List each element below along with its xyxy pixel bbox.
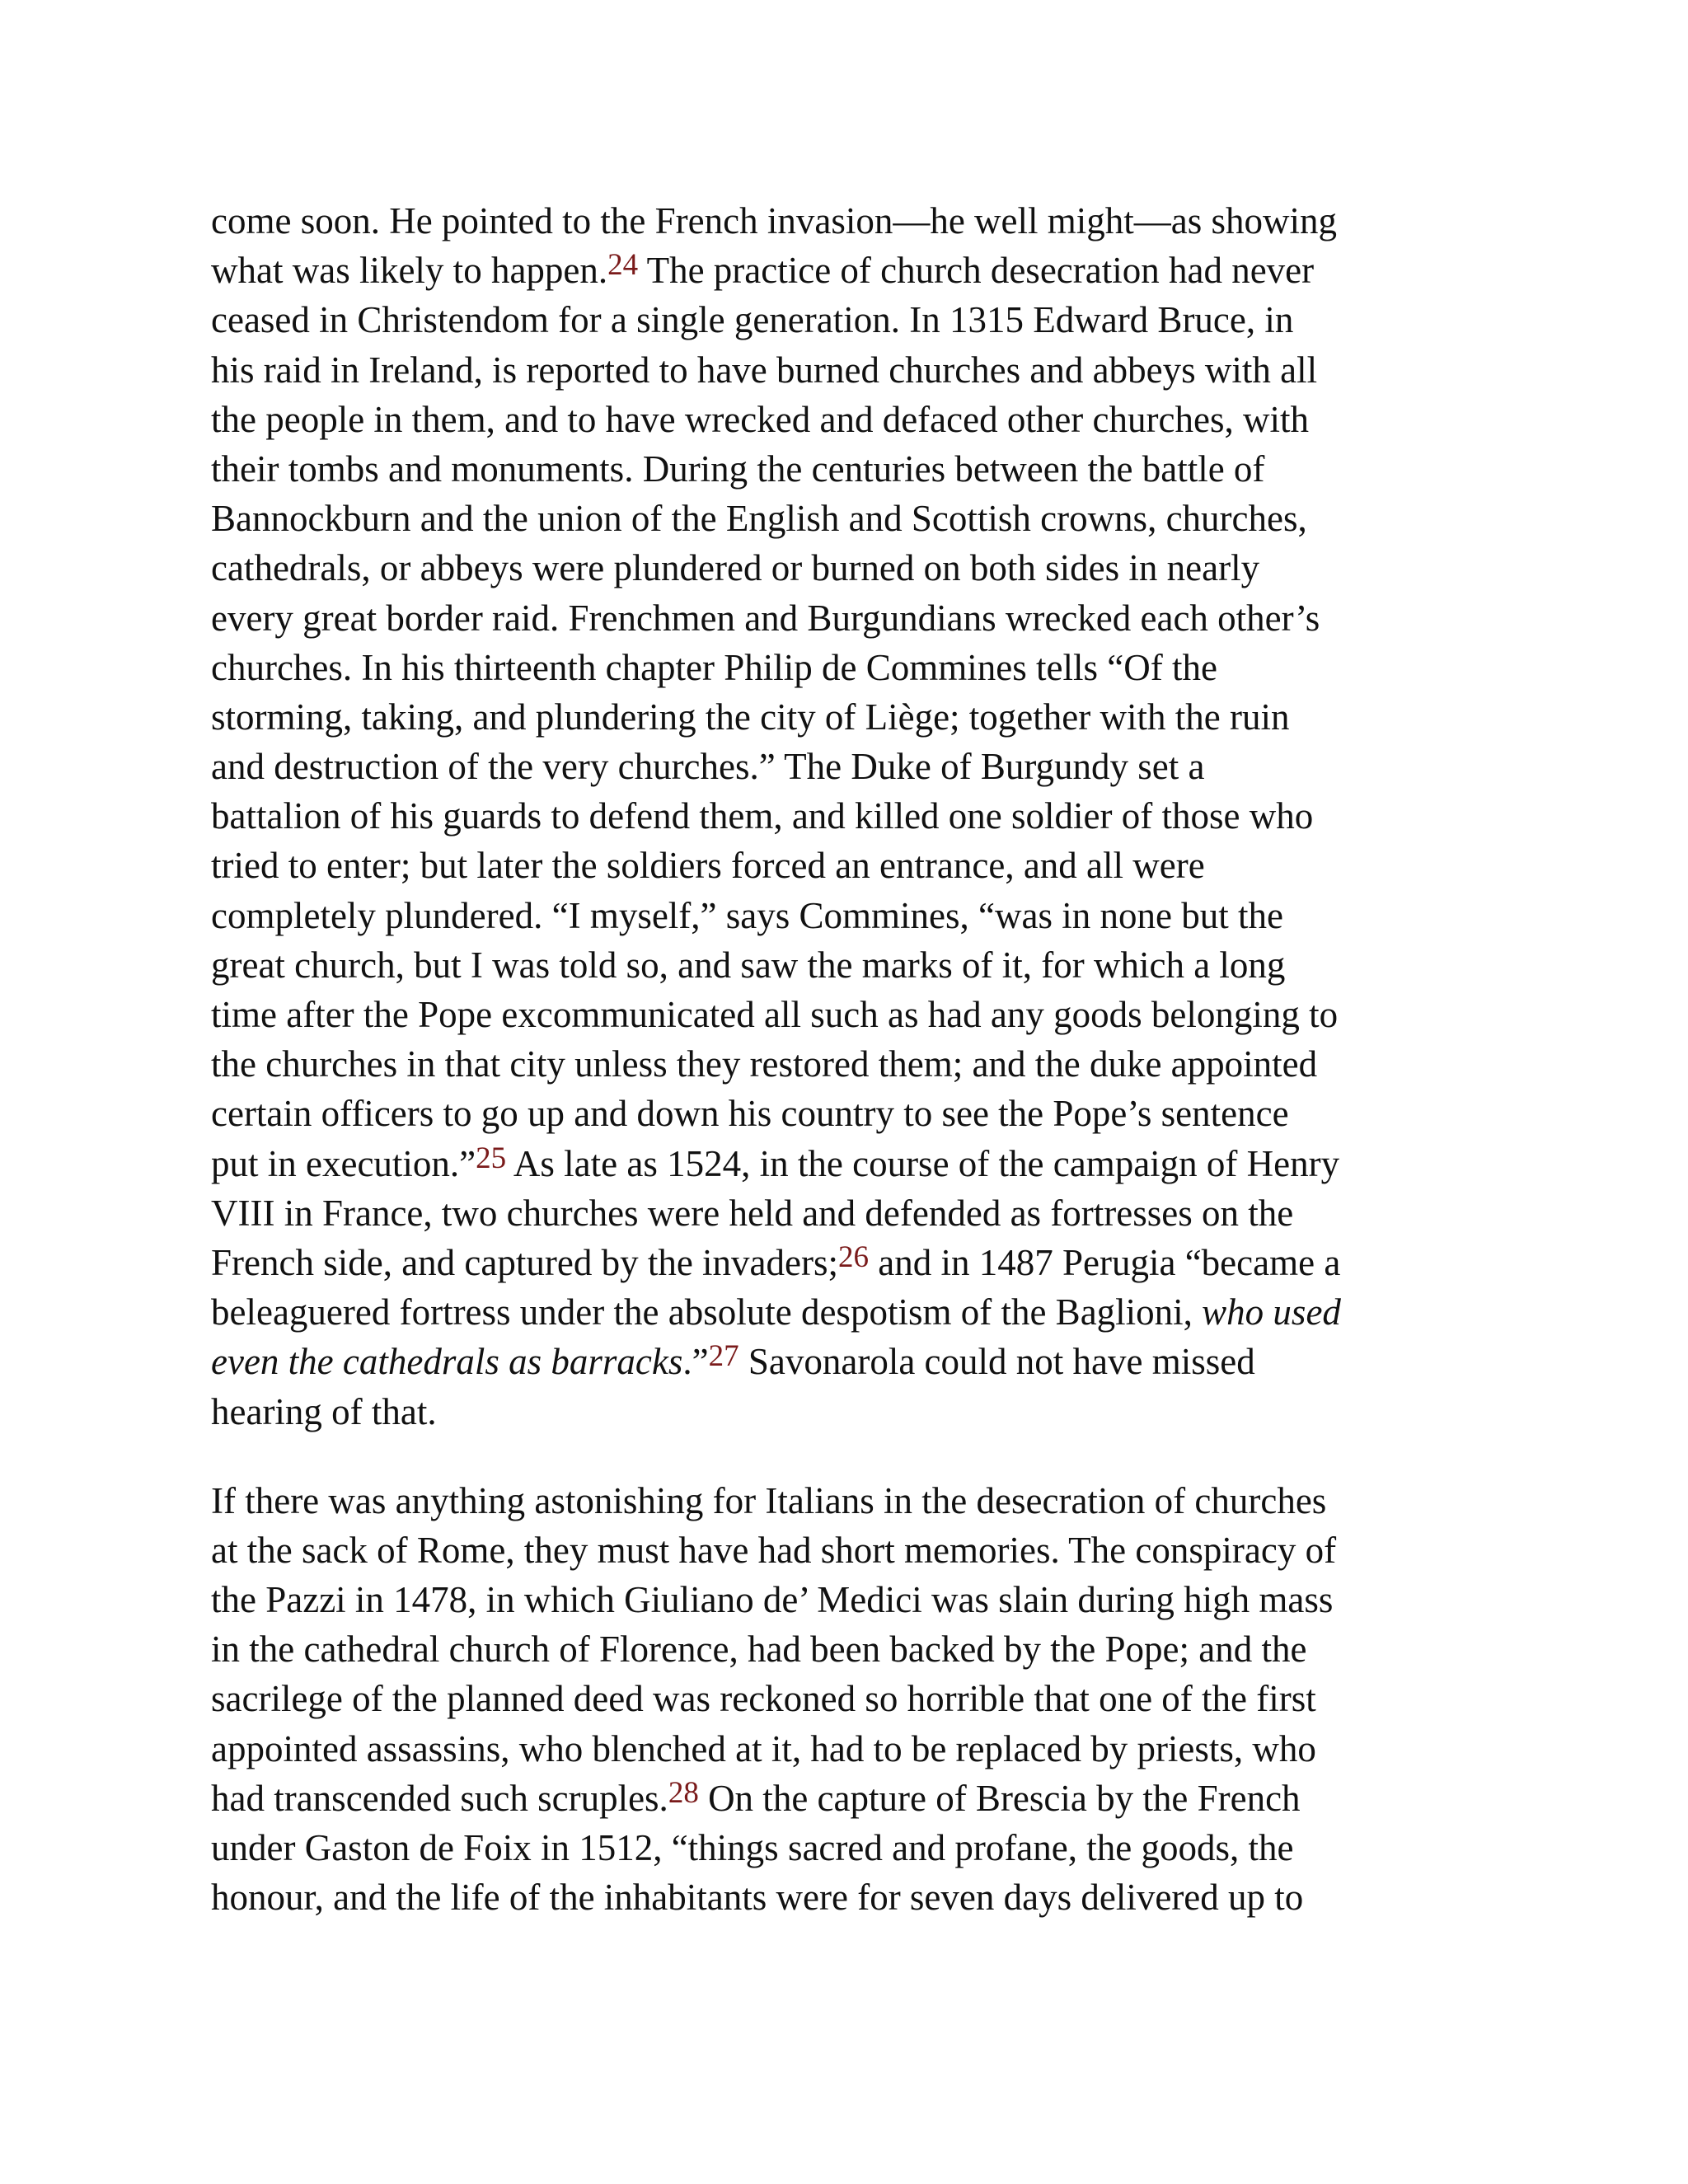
footnote-ref-link[interactable]: 26 <box>838 1240 870 1274</box>
text-run: what was likely to happen. <box>211 250 608 292</box>
text-run: hearing of that. <box>211 1390 437 1432</box>
text-line <box>211 593 1480 643</box>
text-run: under Gaston de Foix in 1512, “things sacred and profane, the goods, the <box>211 1827 1294 1868</box>
text-run: battalion of his guards to defend them, and killed one soldier of those who <box>211 795 1314 837</box>
text-run: put in execution.” <box>211 1142 476 1184</box>
text-line <box>211 891 1480 940</box>
text-line <box>211 1624 1480 1674</box>
text-run: in the cathedral church of Florence, had been backed by the Pope; and the <box>211 1629 1307 1671</box>
text-line <box>211 543 1480 593</box>
text-run: had transcended such scruples. <box>211 1777 668 1819</box>
text-run: cathedrals, or abbeys were plundered or burned on both sides in nearly <box>211 547 1260 589</box>
text-run: honour, and the life of the inhabitants were for seven days delivered up to <box>211 1877 1304 1919</box>
text-line <box>211 1526 1480 1575</box>
text-line <box>211 1823 1480 1872</box>
text-line <box>211 1774 1480 1823</box>
footnote-ref-link[interactable]: 25 <box>476 1141 507 1175</box>
text-run: churches. In his thirteenth chapter Philip de Commines tells “Of the <box>211 646 1217 688</box>
text-line <box>211 1337 1480 1386</box>
text-line <box>211 1872 1480 1922</box>
footnote-ref-link[interactable]: 28 <box>668 1775 699 1810</box>
text-run: come soon. He pointed to the French invasion—he well might—as showing <box>211 200 1338 241</box>
text-run: If there was anything astonishing for Italians in the desecration of churches <box>211 1479 1327 1521</box>
text-line <box>211 1188 1480 1238</box>
italic-text: who used <box>1202 1291 1341 1333</box>
text-line <box>211 196 1480 246</box>
text-line <box>211 1476 1480 1526</box>
text-line <box>211 1139 1480 1188</box>
text-line <box>211 1724 1480 1774</box>
text-run: and destruction of the very churches.” The Duke of Burgundy set a <box>211 746 1205 788</box>
italic-text: even the cathedrals as barracks <box>211 1341 683 1383</box>
text-line <box>211 1387 1480 1436</box>
text-run: VIII in France, two churches were held and defended as fortresses on the <box>211 1192 1294 1234</box>
text-line <box>211 1575 1480 1624</box>
text-run: the Pazzi in 1478, in which Giuliano de’ Medici was slain during high mass <box>211 1579 1334 1621</box>
text-run: their tombs and monuments. During the centuries between the battle of <box>211 448 1265 490</box>
text-line <box>211 841 1480 890</box>
text-run: beleaguered fortress under the absolute despotism of the Baglioni, <box>211 1291 1203 1333</box>
text-run: time after the Pope excommunicated all such as had any goods belonging to <box>211 994 1339 1035</box>
text-line <box>211 444 1480 494</box>
text-run: ceased in Christendom for a single generation. In 1315 Edward Bruce, in <box>211 299 1294 341</box>
text-line <box>211 1674 1480 1723</box>
text-line <box>211 643 1480 692</box>
text-run: the churches in that city unless they restored them; and the duke appointed <box>211 1043 1318 1085</box>
text-run: great church, but I was told so, and saw the marks of it, for which a long <box>211 944 1286 986</box>
text-line <box>211 1238 1480 1287</box>
text-run: sacrilege of the planned deed was reckoned so horrible that one of the first <box>211 1678 1316 1720</box>
text-run: completely plundered. “I myself,” says Commines, “was in none but the <box>211 894 1283 936</box>
text-line <box>211 1039 1480 1089</box>
text-run: As late as 1524, in the course of the campaign of Henry <box>506 1142 1340 1184</box>
text-line <box>211 1089 1480 1138</box>
document-page <box>211 196 1480 1922</box>
text-line <box>211 246 1480 295</box>
text-run: the people in them, and to have wrecked and defaced other churches, with <box>211 398 1309 440</box>
text-run: certain officers to go up and down his country to see the Pope’s sentence <box>211 1093 1289 1135</box>
text-line <box>211 742 1480 791</box>
text-line <box>211 791 1480 841</box>
text-run: storming, taking, and plundering the city of Liège; together with the ruin <box>211 696 1290 738</box>
paragraph <box>211 196 1480 1436</box>
text-run: Savonarola could not have missed <box>738 1341 1255 1383</box>
text-line <box>211 940 1480 990</box>
text-run: On the capture of Brescia by the French <box>698 1777 1301 1819</box>
text-line <box>211 1287 1480 1337</box>
text-run: .” <box>682 1341 709 1383</box>
text-line <box>211 692 1480 742</box>
text-run: The practice of church desecration had never <box>638 250 1315 292</box>
text-run: tried to enter; but later the soldiers forced an entrance, and all were <box>211 845 1205 887</box>
text-line <box>211 494 1480 543</box>
text-run: at the sack of Rome, they must have had short memories. The conspiracy of <box>211 1529 1337 1571</box>
footnote-ref-link[interactable]: 27 <box>708 1339 739 1374</box>
text-run: French side, and captured by the invaders; <box>211 1241 839 1283</box>
text-run: and in 1487 Perugia “became a <box>869 1241 1341 1283</box>
footnote-ref-link[interactable]: 24 <box>607 248 639 283</box>
paragraph <box>211 1476 1480 1923</box>
text-line <box>211 990 1480 1039</box>
text-run: his raid in Ireland, is reported to have burned churches and abbeys with all <box>211 349 1318 391</box>
text-run: appointed assassins, who blenched at it, had to be replaced by priests, who <box>211 1727 1316 1769</box>
text-line <box>211 395 1480 444</box>
text-run: Bannockburn and the union of the English and Scottish crowns, churches, <box>211 498 1307 540</box>
text-line <box>211 345 1480 395</box>
text-run: every great border raid. Frenchmen and Burgundians wrecked each other’s <box>211 597 1320 639</box>
text-line <box>211 295 1480 344</box>
